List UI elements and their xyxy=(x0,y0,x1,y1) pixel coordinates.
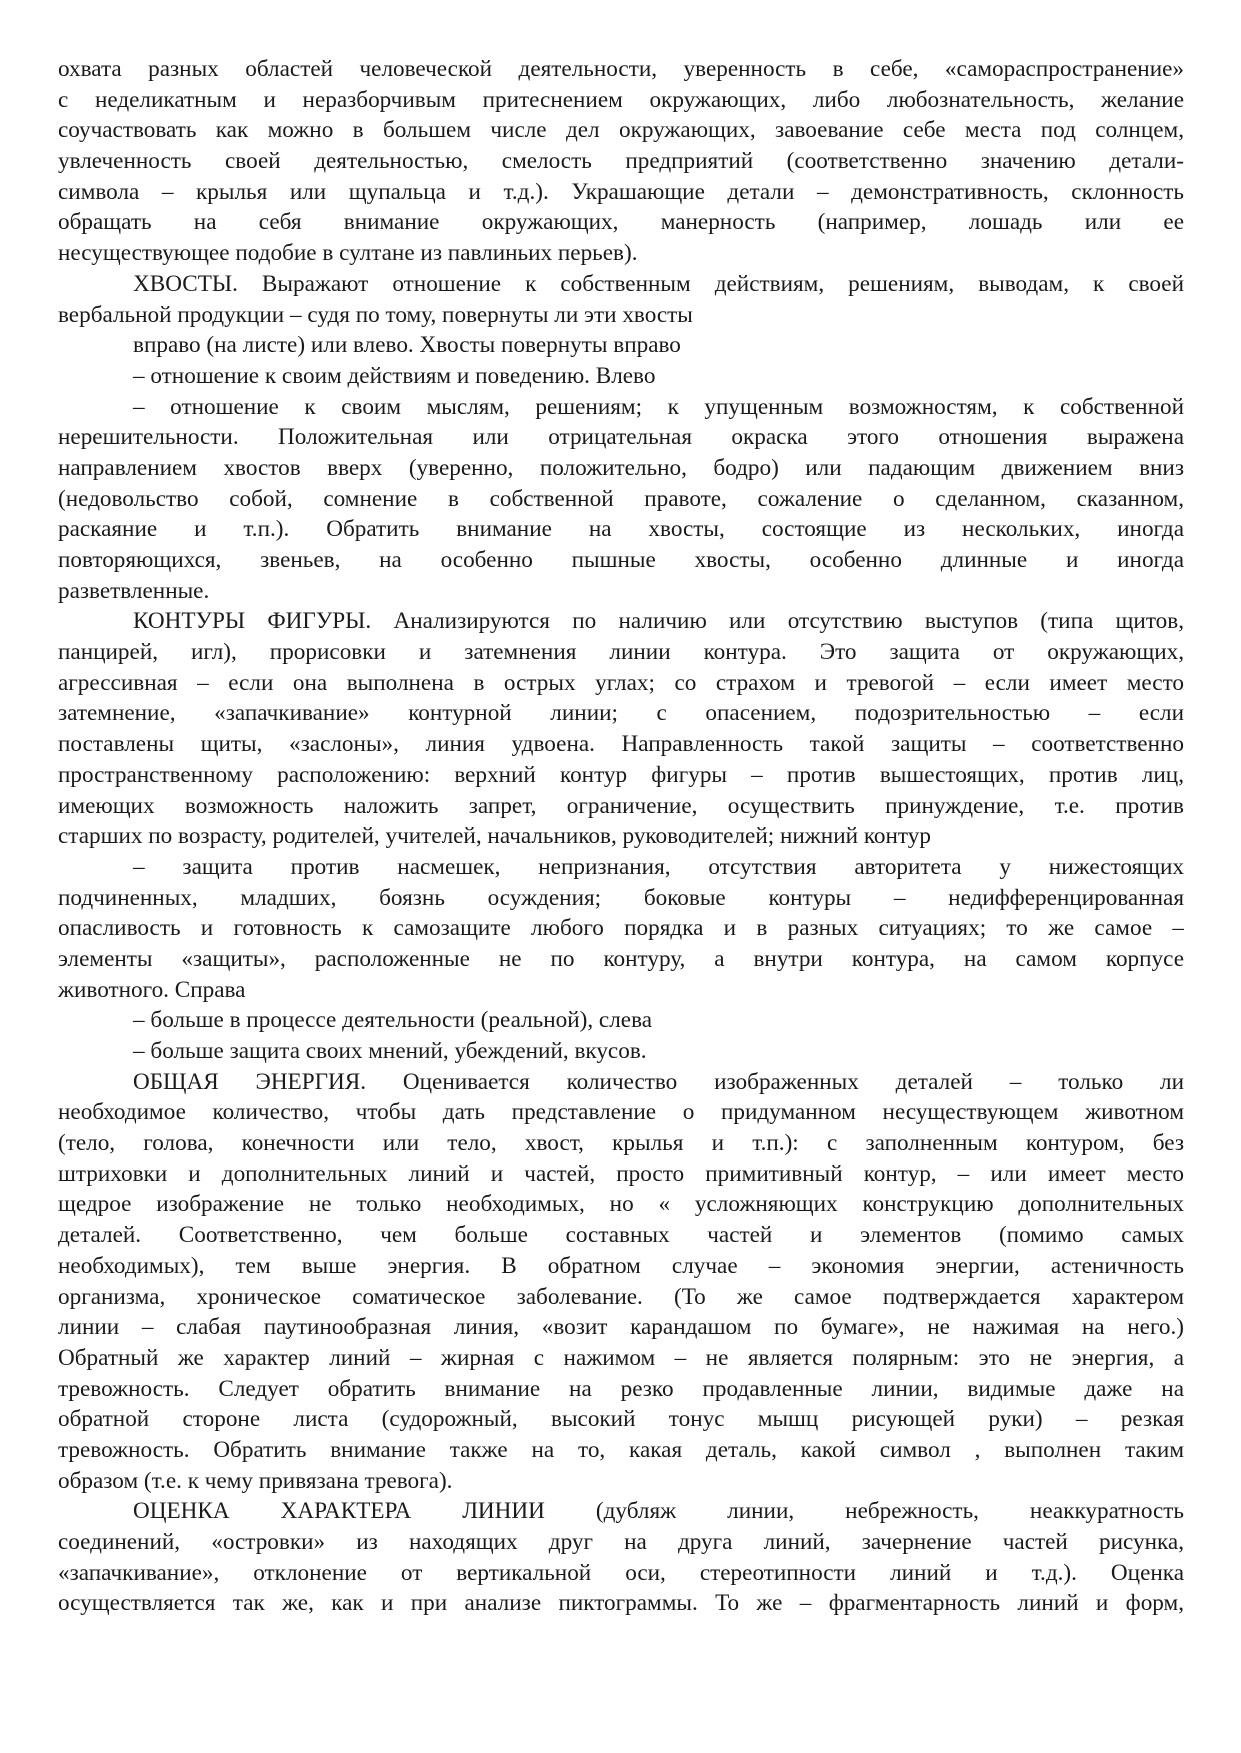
text-line: поставлены щиты, «заслоны», линия удвоена. Направленность такой защиты – соответственно xyxy=(58,731,1184,758)
text-line: штриховки и дополнительных линий и частей, просто примитивный контур, – или имеет место xyxy=(58,1160,1184,1187)
text-line: ОБЩАЯ ЭНЕРГИЯ. Оценивается количество изображенных деталей – только ли xyxy=(133,1068,1184,1095)
text-line: вербальной продукции – судя по тому, повернуты ли эти хвосты xyxy=(58,301,693,328)
text-line: обратной стороне листа (судорожный, высокий тонус мышц рисующей руки) – резкая xyxy=(58,1406,1184,1433)
text-line: обращать на себя внимание окружающих, манерность (например, лошадь или ее xyxy=(58,209,1184,236)
text-line: символа – крылья или щупальца и т.д.). Украшающие детали – демонстративность, склонность xyxy=(58,178,1184,205)
text-line: «запачкивание», отклонение от вертикальной оси, стереотипности линий и т.д.). Оценка xyxy=(58,1559,1184,1586)
text-line: – больше защита своих мнений, убеждений, вкусов. xyxy=(133,1038,647,1064)
text-line: вправо (на листе) или влево. Хвосты повернуты вправо xyxy=(133,332,681,359)
text-line: деталей. Соответственно, чем больше составных частей и элементов (помимо самых xyxy=(58,1222,1184,1249)
text-line: соединений, «островки» из находящих друг на друга линий, зачернение частей рисунка, xyxy=(58,1529,1184,1555)
text-line: необходимых), тем выше энергия. В обратном случае – экономия энергии, астеничность xyxy=(58,1252,1184,1279)
text-line: охвата разных областей человеческой деятельности, уверенность в себе, «самораспространение» xyxy=(58,56,1184,82)
text-line: щедрое изображение не только необходимых, но « усложняющих конструкцию дополнительных xyxy=(58,1191,1184,1218)
text-line: затемнение, «запачкивание» контурной линии; с опасением, подозрительностью – если xyxy=(58,700,1184,727)
text-line: (тело, голова, конечности или тело, хвост, крылья и т.п.): с заполненным контуром, без xyxy=(58,1130,1184,1157)
text-line: повторяющихся, звеньев, на особенно пышные хвосты, особенно длинные и иногда xyxy=(58,547,1184,573)
text-line: линии – слабая паутинообразная линия, «возит карандашом по бумаге», не нажимая на него.) xyxy=(58,1314,1184,1341)
text-line: нерешительности. Положительная или отрицательная окраска этого отношения выражена xyxy=(58,424,1184,451)
text-line: – отношение к своим мыслям, решениям; к упущенным возможностям, к собственной xyxy=(133,393,1184,420)
text-line: имеющих возможность наложить запрет, ограничение, осуществить принуждение, т.е. против xyxy=(58,792,1184,819)
text-line: организма, хроническое соматическое заболевание. (То же самое подтверждается характером xyxy=(58,1283,1184,1310)
text-line: образом (т.е. к чему привязана тревога). xyxy=(58,1467,453,1494)
text-line: панцирей, игл), прорисовки и затемнения линии контура. Это защита от окружающих, xyxy=(58,639,1184,666)
text-line: элементы «защиты», расположенные не по контуру, а внутри контура, на самом корпусе xyxy=(58,945,1184,972)
text-line: подчиненных, младших, боязнь осуждения; боковые контуры – недифференцированная xyxy=(58,884,1184,911)
text-line: – отношение к своим действиям и поведению. Влево xyxy=(133,362,656,389)
text-line: направлением хвостов вверх (уверенно, положительно, бодро) или падающим движением вниз xyxy=(58,454,1184,481)
text-line: необходимое количество, чтобы дать представление о придуманном несуществующем животном xyxy=(58,1099,1184,1126)
text-line: (недовольство собой, сомнение в собственной правоте, сожаление о сделанном, сказанном, xyxy=(58,485,1184,512)
text-line: тревожность. Обратить внимание также на то, какая деталь, какой символ , выполнен таким xyxy=(58,1436,1184,1463)
text-line: ОЦЕНКА ХАРАКТЕРА ЛИНИИ (дубляж линии, небрежность, неаккуратность xyxy=(133,1498,1184,1525)
text-line: опасливость и готовность к самозащите любого порядка и в разных ситуациях; то же самое – xyxy=(58,915,1184,942)
text-line: тревожность. Следует обратить внимание на резко продавленные линии, видимые даже на xyxy=(58,1375,1184,1402)
text-line: – защита против насмешек, непризнания, отсутствия авторитета у нижестоящих xyxy=(133,853,1184,880)
text-line: пространственному расположению: верхний контур фигуры – против вышестоящих, против лиц, xyxy=(58,761,1184,788)
text-line: увлеченность своей деятельностью, смелость предприятий (соответственно значению детали- xyxy=(58,148,1184,175)
text-line: с неделикатным и неразборчивым притеснением окружающих, либо любознательность, желание xyxy=(58,86,1184,113)
text-line: животного. Справа xyxy=(58,976,246,1003)
text-line: Обратный же характер линий – жирная с нажимом – не является полярным: это не энергия, а xyxy=(58,1344,1184,1371)
text-line: – больше в процессе деятельности (реальной), слева xyxy=(133,1007,653,1034)
text-line: КОНТУРЫ ФИГУРЫ. Анализируются по наличию или отсутствию выступов (типа щитов, xyxy=(133,608,1184,635)
text-line: разветвленные. xyxy=(58,577,210,604)
text-line: осуществляется так же, как и при анализе пиктограммы. То же – фрагментарность линий и форм, xyxy=(58,1590,1184,1617)
text-line: ХВОСТЫ. Выражают отношение к собственным действиям, решениям, выводам, к своей xyxy=(133,270,1184,297)
text-line: раскаяние и т.п.). Обратить внимание на хвосты, состоящие из нескольких, иногда xyxy=(58,516,1184,543)
text-line: соучаствовать как можно в большем числе дел окружающих, завоевание себе места под солнцем, xyxy=(58,117,1184,144)
text-line: несуществующее подобие в султане из павлиньих перьев). xyxy=(58,240,638,267)
text-line: агрессивная – если она выполнена в острых углах; со страхом и тревогой – если имеет место xyxy=(58,669,1184,696)
document-page xyxy=(58,54,1184,1619)
text-line: старших по возрасту, родителей, учителей, начальников, руководителей; нижний контур xyxy=(58,823,931,850)
